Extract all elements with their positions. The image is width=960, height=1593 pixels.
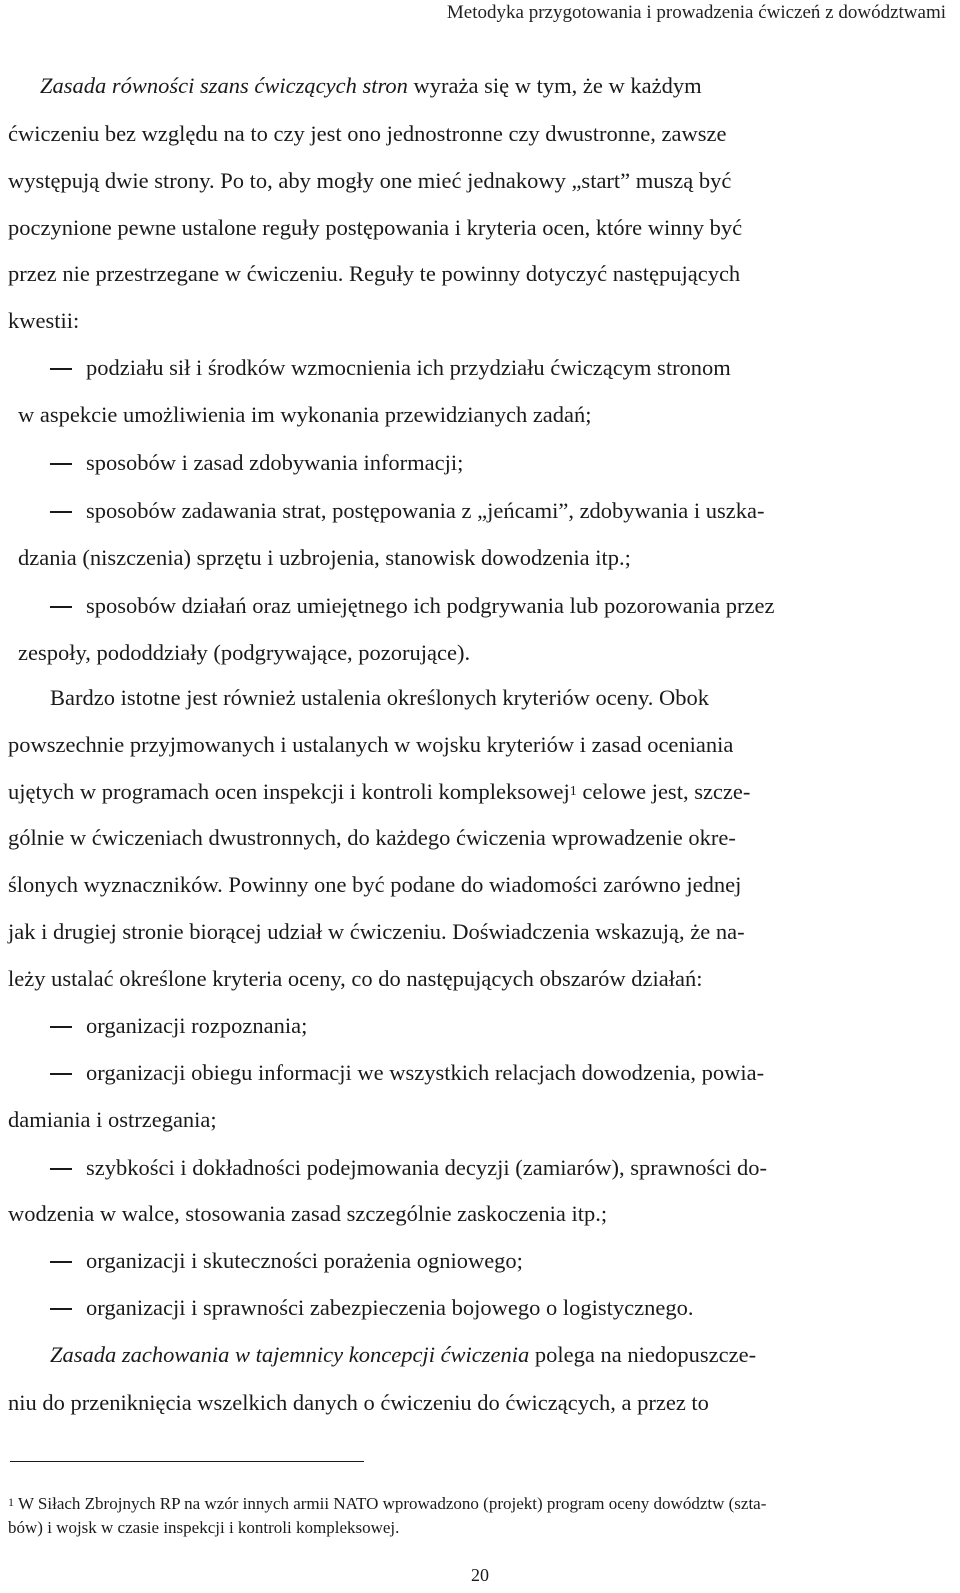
paragraph-3-line-1: Zasada zachowania w tajemnicy koncepcji ćwiczenia polega na niedopuszcze-: [50, 1342, 757, 1367]
dash-bullet: [50, 1168, 72, 1170]
list-item: organizacji i sprawności zabezpieczenia bojowego o logistycznego.: [50, 1293, 950, 1323]
paragraph-2-line-1: Bardzo istotne jest również ustalenia określonych kryteriów oceny. Obok: [50, 685, 709, 710]
paragraph-2-line-4: gólnie w ćwiczeniach dwustronnych, do każdego ćwiczenia wprowadzenie okre-: [8, 825, 736, 850]
dash-bullet: [50, 606, 72, 608]
paragraph-1-line-2: ćwiczeniu bez względu na to czy jest ono jednostronne czy dwustronne, zawsze: [8, 121, 727, 146]
list-item-continuation: dzania (niszczenia) sprzętu i uzbrojenia, stanowisk dowodzenia itp.;: [18, 545, 631, 570]
list-item: organizacji i skuteczności porażenia ogniowego;: [50, 1246, 950, 1276]
paragraph-2-line-7: leży ustalać określone kryteria oceny, co do następujących obszarów działań:: [8, 966, 703, 991]
list-item: organizacji obiegu informacji we wszystkich relacjach dowodzenia, powia-: [50, 1058, 950, 1088]
dash-bullet: [50, 1308, 72, 1310]
list-item: szybkości i dokładności podejmowania decyzji (zamiarów), sprawności do-: [50, 1153, 950, 1183]
list-item-continuation: zespoły, pododdziały (podgrywające, pozorujące).: [18, 640, 471, 665]
footnote-line-1: $^1$ W Siłach Zbrojnych RP na wzór innych armii NATO wprowadzono (projekt) program oceny dowództw (szta-: [8, 1494, 767, 1513]
footnote-reference: 1: [569, 784, 577, 799]
dash-bullet: [50, 368, 72, 370]
paragraph-3-line-2: niu do przeniknięcia wszelkich danych o ćwiczeniu do ćwiczących, a przez to: [8, 1390, 709, 1415]
list-item-continuation: w aspekcie umożliwienia im wykonania przewidzianych zadań;: [18, 402, 592, 427]
paragraph-1-line-5: przez nie przestrzegane w ćwiczeniu. Reguły te powinny dotyczyć następujących: [8, 261, 741, 286]
page-number: 20: [471, 1565, 489, 1585]
list-item: podziału sił i środków wzmocnienia ich przydziału ćwiczącym stronom: [50, 353, 950, 383]
paragraph-1-line-4: poczynione pewne ustalone reguły postępowania i kryteria ocen, które winny być: [8, 215, 743, 240]
footnote-line-2: bów) i wojsk w czasie inspekcji i kontroli kompleksowej.: [8, 1518, 400, 1537]
dash-bullet: [50, 1261, 72, 1263]
dash-bullet: [50, 463, 72, 465]
paragraph-2-line-2: powszechnie przyjmowanych i ustalanych w wojsku kryteriów i zasad oceniania: [8, 732, 734, 757]
list-item: sposobów zadawania strat, postępowania z „jeńcami”, zdobywania i uszka-: [50, 496, 950, 526]
paragraph-1-line-3: występują dwie strony. Po to, aby mogły one mieć jednakowy „start” muszą być: [8, 168, 732, 193]
dash-bullet: [50, 1073, 72, 1075]
paragraph-2-line-6: jak i drugiej stronie biorącej udział w ćwiczeniu. Doświadczenia wskazują, że na-: [8, 919, 745, 944]
paragraph-1-line-1: Zasada równości szans ćwiczących stron wyraża się w tym, że w każdym: [40, 73, 702, 98]
dash-bullet: [50, 1026, 72, 1028]
principle-name-equal-chances: Zasada równości szans ćwiczących stron: [40, 73, 408, 98]
dash-bullet: [50, 511, 72, 513]
footnote-separator: [10, 1461, 364, 1462]
paragraph-1-line-6: kwestii:: [8, 308, 80, 333]
list-item: sposobów i zasad zdobywania informacji;: [50, 448, 950, 478]
list-item-continuation: damiania i ostrzegania;: [8, 1107, 217, 1132]
paragraph-2-line-5: ślonych wyznaczników. Powinny one być podane do wiadomości zarówno jednej: [8, 872, 742, 897]
list-item-continuation: wodzenia w walce, stosowania zasad szczególnie zaskoczenia itp.;: [8, 1201, 608, 1226]
paragraph-2-line-3: ujętych w programach ocen inspekcji i kontroli kompleksowej$^1$ celowe jest, szcze-: [8, 779, 751, 804]
footnote-marker: 1: [8, 1495, 14, 1509]
running-header: Metodyka przygotowania i prowadzenia ćwiczeń z dowództwami: [446, 2, 946, 23]
list-item: organizacji rozpoznania;: [50, 1011, 950, 1041]
list-item: sposobów działań oraz umiejętnego ich podgrywania lub pozorowania przez: [50, 591, 950, 621]
principle-name-secrecy: Zasada zachowania w tajemnicy koncepcji ćwiczenia: [50, 1342, 530, 1367]
